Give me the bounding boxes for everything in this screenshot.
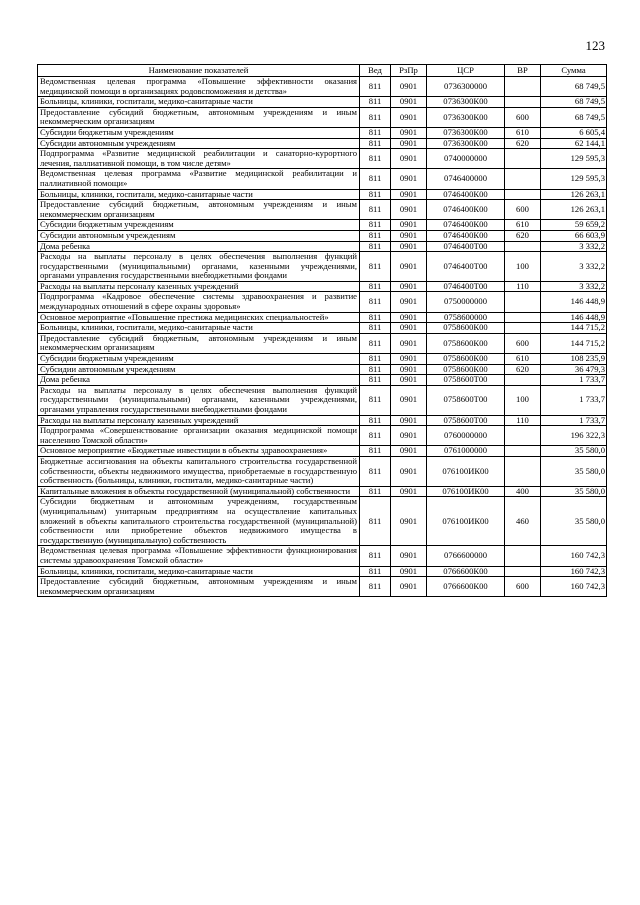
table-row [38, 97, 607, 108]
cell-rzpr: 0901 [391, 415, 427, 426]
cell-rzpr: 0901 [391, 138, 427, 149]
cell-vr: 110 [505, 415, 541, 426]
cell-ved: 811 [360, 577, 391, 597]
cell-sum: 160 742,3 [541, 566, 607, 577]
cell-csr: 0758600К00 [427, 364, 505, 375]
cell-vr: 610 [505, 220, 541, 231]
cell-sum: 3 332,2 [541, 281, 607, 292]
cell-sum: 126 263,1 [541, 200, 607, 220]
cell-csr: 0758600Т00 [427, 375, 505, 386]
cell-sum: 3 332,2 [541, 241, 607, 252]
header-sum: Сумма [541, 65, 607, 77]
cell-name: Капитальные вложения в объекты государственной (муниципальной) собственности [38, 486, 360, 497]
table-row [38, 230, 607, 241]
cell-sum: 146 448,9 [541, 292, 607, 312]
cell-rzpr: 0901 [391, 107, 427, 127]
cell-rzpr: 0901 [391, 486, 427, 497]
cell-name: Предоставление субсидий бюджетным, автономным учреждениям и иным некоммерческим организациям [38, 333, 360, 353]
cell-sum: 68 749,5 [541, 77, 607, 97]
table-row [38, 241, 607, 252]
cell-vr [505, 292, 541, 312]
cell-vr: 600 [505, 577, 541, 597]
table-row [38, 77, 607, 97]
table-row [38, 149, 607, 169]
cell-rzpr: 0901 [391, 241, 427, 252]
cell-vr [505, 446, 541, 457]
cell-vr [505, 149, 541, 169]
cell-name: Больницы, клиники, госпитали, медико-санитарные части [38, 566, 360, 577]
cell-sum: 126 263,1 [541, 189, 607, 200]
table-row [38, 577, 607, 597]
cell-sum: 108 235,9 [541, 354, 607, 365]
cell-name: Подпрограмма «Кадровое обеспечение системы здравоохранения и развитие международных отношений в сфере охраны здоровья» [38, 292, 360, 312]
cell-name: Предоставление субсидий бюджетным, автономным учреждениям и иным некоммерческим организациям [38, 200, 360, 220]
cell-csr: 076100ИК00 [427, 497, 505, 546]
cell-vr [505, 375, 541, 386]
cell-vr [505, 323, 541, 334]
cell-vr: 100 [505, 252, 541, 282]
cell-csr: 0758600К00 [427, 354, 505, 365]
table-row [38, 375, 607, 386]
table-row [38, 252, 607, 282]
cell-rzpr: 0901 [391, 364, 427, 375]
cell-name: Больницы, клиники, госпитали, медико-санитарные части [38, 97, 360, 108]
cell-vr: 610 [505, 354, 541, 365]
cell-csr: 0758600Т00 [427, 385, 505, 415]
table-row [38, 189, 607, 200]
cell-sum: 1 733,7 [541, 385, 607, 415]
cell-vr [505, 456, 541, 486]
table-row [38, 333, 607, 353]
cell-csr: 0736300000 [427, 77, 505, 97]
cell-ved: 811 [360, 323, 391, 334]
cell-csr: 0766600К00 [427, 566, 505, 577]
cell-csr: 0736300К00 [427, 138, 505, 149]
cell-name: Расходы на выплаты персоналу в целях обеспечения выполнения функций государственными (муниципальными) органами, казенными учреждениями, органами управления государственными внебюджетными фондами [38, 252, 360, 282]
table-row [38, 127, 607, 138]
cell-ved: 811 [360, 426, 391, 446]
table-row [38, 138, 607, 149]
cell-name: Ведомственная целевая программа «Повышение эффективности функционирования системы здравоохранения Томской области» [38, 546, 360, 566]
cell-csr: 0758600000 [427, 312, 505, 323]
cell-sum: 59 659,2 [541, 220, 607, 231]
cell-sum: 36 479,3 [541, 364, 607, 375]
cell-ved: 811 [360, 127, 391, 138]
cell-sum: 35 580,0 [541, 486, 607, 497]
cell-ved: 811 [360, 375, 391, 386]
table-row [38, 323, 607, 334]
cell-ved: 811 [360, 189, 391, 200]
cell-rzpr: 0901 [391, 385, 427, 415]
cell-name: Ведомственная целевая программа «Развитие медицинской реабилитации и паллиативной помощи» [38, 169, 360, 189]
cell-ved: 811 [360, 138, 391, 149]
cell-rzpr: 0901 [391, 577, 427, 597]
cell-vr [505, 77, 541, 97]
cell-name: Подпрограмма «Совершенствование организации оказания медицинской помощи населению Томской области» [38, 426, 360, 446]
table-row [38, 446, 607, 457]
cell-sum: 196 322,3 [541, 426, 607, 446]
cell-csr: 0736300К00 [427, 97, 505, 108]
cell-rzpr: 0901 [391, 323, 427, 334]
cell-csr: 0746400Т00 [427, 252, 505, 282]
table-row [38, 486, 607, 497]
cell-ved: 811 [360, 241, 391, 252]
cell-rzpr: 0901 [391, 169, 427, 189]
table-row [38, 415, 607, 426]
cell-name: Предоставление субсидий бюджетным, автономным учреждениям и иным некоммерческим организациям [38, 107, 360, 127]
cell-csr: 0758600К00 [427, 323, 505, 334]
table-row [38, 497, 607, 546]
cell-ved: 811 [360, 546, 391, 566]
header-vr: ВР [505, 65, 541, 77]
cell-sum: 129 595,3 [541, 169, 607, 189]
cell-name: Основное мероприятие «Бюджетные инвестиции в объекты здравоохранения» [38, 446, 360, 457]
cell-ved: 811 [360, 415, 391, 426]
cell-rzpr: 0901 [391, 375, 427, 386]
cell-rzpr: 0901 [391, 281, 427, 292]
cell-rzpr: 0901 [391, 230, 427, 241]
cell-sum: 35 580,0 [541, 446, 607, 457]
cell-name: Субсидии бюджетным учреждениям [38, 127, 360, 138]
cell-ved: 811 [360, 97, 391, 108]
cell-csr: 0746400К00 [427, 189, 505, 200]
cell-rzpr: 0901 [391, 446, 427, 457]
table-row [38, 169, 607, 189]
table-row [38, 354, 607, 365]
cell-vr: 600 [505, 200, 541, 220]
cell-ved: 811 [360, 364, 391, 375]
cell-vr: 600 [505, 333, 541, 353]
table-row [38, 312, 607, 323]
cell-ved: 811 [360, 169, 391, 189]
cell-ved: 811 [360, 333, 391, 353]
cell-csr: 0758600Т00 [427, 415, 505, 426]
cell-csr: 076100ИК00 [427, 486, 505, 497]
cell-vr [505, 566, 541, 577]
header-rzpr: РзПр [391, 65, 427, 77]
cell-sum: 3 332,2 [541, 252, 607, 282]
cell-rzpr: 0901 [391, 149, 427, 169]
table-row [38, 281, 607, 292]
cell-vr: 400 [505, 486, 541, 497]
cell-sum: 62 144,1 [541, 138, 607, 149]
cell-ved: 811 [360, 446, 391, 457]
cell-rzpr: 0901 [391, 354, 427, 365]
cell-rzpr: 0901 [391, 312, 427, 323]
cell-sum: 68 749,5 [541, 107, 607, 127]
cell-rzpr: 0901 [391, 333, 427, 353]
cell-rzpr: 0901 [391, 456, 427, 486]
cell-sum: 144 715,2 [541, 323, 607, 334]
cell-sum: 1 733,7 [541, 375, 607, 386]
cell-name: Основное мероприятие «Повышение престижа медицинских специальностей» [38, 312, 360, 323]
cell-vr: 620 [505, 230, 541, 241]
cell-ved: 811 [360, 200, 391, 220]
cell-csr: 0736300К00 [427, 107, 505, 127]
table-row [38, 107, 607, 127]
table-row [38, 292, 607, 312]
cell-csr: 0746400000 [427, 169, 505, 189]
cell-sum: 129 595,3 [541, 149, 607, 169]
cell-name: Дома ребенка [38, 375, 360, 386]
cell-csr: 0760000000 [427, 426, 505, 446]
cell-name: Субсидии бюджетным учреждениям [38, 220, 360, 231]
cell-rzpr: 0901 [391, 292, 427, 312]
cell-sum: 160 742,3 [541, 546, 607, 566]
cell-ved: 811 [360, 281, 391, 292]
cell-name: Ведомственная целевая программа «Повышение эффективности оказания медицинской помощи в организациях родовспоможения и детства» [38, 77, 360, 97]
cell-csr: 0746400Т00 [427, 281, 505, 292]
cell-vr: 100 [505, 385, 541, 415]
cell-rzpr: 0901 [391, 566, 427, 577]
cell-csr: 0746400К00 [427, 200, 505, 220]
cell-rzpr: 0901 [391, 127, 427, 138]
cell-ved: 811 [360, 220, 391, 231]
cell-sum: 6 605,4 [541, 127, 607, 138]
cell-csr: 0750000000 [427, 292, 505, 312]
cell-rzpr: 0901 [391, 200, 427, 220]
header-row [38, 65, 607, 77]
cell-ved: 811 [360, 107, 391, 127]
table-row [38, 364, 607, 375]
cell-name: Расходы на выплаты персоналу в целях обеспечения выполнения функций государственными (муниципальными) органами, казенными учреждениями, органами управления государственными внебюджетными фондами [38, 385, 360, 415]
cell-vr [505, 169, 541, 189]
cell-sum: 146 448,9 [541, 312, 607, 323]
cell-ved: 811 [360, 486, 391, 497]
cell-vr: 460 [505, 497, 541, 546]
cell-sum: 35 580,0 [541, 497, 607, 546]
cell-csr: 0736300К00 [427, 127, 505, 138]
cell-rzpr: 0901 [391, 77, 427, 97]
cell-name: Предоставление субсидий бюджетным, автономным учреждениям и иным некоммерческим организациям [38, 577, 360, 597]
cell-ved: 811 [360, 456, 391, 486]
cell-ved: 811 [360, 149, 391, 169]
cell-name: Дома ребенка [38, 241, 360, 252]
header-name: Наименование показателей [38, 65, 360, 77]
cell-csr: 0746400К00 [427, 230, 505, 241]
cell-name: Больницы, клиники, госпитали, медико-санитарные части [38, 323, 360, 334]
table-row [38, 566, 607, 577]
cell-ved: 811 [360, 354, 391, 365]
cell-rzpr: 0901 [391, 252, 427, 282]
cell-vr: 110 [505, 281, 541, 292]
cell-ved: 811 [360, 385, 391, 415]
cell-csr: 0766600000 [427, 546, 505, 566]
cell-name: Бюджетные ассигнования на объекты капитального строительства государственной собственности, объекты недвижимого имущества, приобретаемые в государственную собственность (больницы, клиники, госпитали, медико-санитарные части) [38, 456, 360, 486]
cell-rzpr: 0901 [391, 97, 427, 108]
cell-ved: 811 [360, 566, 391, 577]
cell-ved: 811 [360, 230, 391, 241]
cell-vr [505, 546, 541, 566]
cell-sum: 68 749,5 [541, 97, 607, 108]
cell-sum: 160 742,3 [541, 577, 607, 597]
cell-name: Больницы, клиники, госпитали, медико-санитарные части [38, 189, 360, 200]
cell-csr: 0758600К00 [427, 333, 505, 353]
cell-name: Субсидии бюджетным учреждениям [38, 354, 360, 365]
table-row [38, 456, 607, 486]
cell-vr [505, 312, 541, 323]
cell-vr: 620 [505, 364, 541, 375]
cell-ved: 811 [360, 77, 391, 97]
cell-ved: 811 [360, 312, 391, 323]
cell-csr: 0766600К00 [427, 577, 505, 597]
cell-sum: 1 733,7 [541, 415, 607, 426]
cell-ved: 811 [360, 497, 391, 546]
cell-ved: 811 [360, 292, 391, 312]
cell-name: Субсидии автономным учреждениям [38, 138, 360, 149]
cell-sum: 66 603,9 [541, 230, 607, 241]
table-row [38, 385, 607, 415]
cell-rzpr: 0901 [391, 546, 427, 566]
cell-vr: 600 [505, 107, 541, 127]
cell-vr: 610 [505, 127, 541, 138]
table-row [38, 426, 607, 446]
cell-vr [505, 426, 541, 446]
cell-csr: 076100ИК00 [427, 456, 505, 486]
header-csr: ЦСР [427, 65, 505, 77]
cell-vr [505, 241, 541, 252]
cell-name: Субсидии автономным учреждениям [38, 230, 360, 241]
cell-rzpr: 0901 [391, 497, 427, 546]
page-number: 123 [585, 38, 605, 53]
cell-csr: 0761000000 [427, 446, 505, 457]
cell-csr: 0746400К00 [427, 220, 505, 231]
cell-name: Подпрограмма «Развитие медицинской реабилитации и санаторно-курортного лечения, паллиативной помощи, в том числе детям» [38, 149, 360, 169]
cell-sum: 144 715,2 [541, 333, 607, 353]
cell-name: Субсидии бюджетным и автономным учреждениям, государственным (муниципальным) унитарным предприятиям на осуществление капитальных вложений в объекты капитального строительства государственной (муниципальной) собственности или приобретение объектов недвижимого имущества в государственную (муниципальную) собственность [38, 497, 360, 546]
cell-rzpr: 0901 [391, 220, 427, 231]
table-row [38, 220, 607, 231]
budget-table [37, 64, 607, 597]
cell-name: Расходы на выплаты персоналу казенных учреждений [38, 281, 360, 292]
table-row [38, 546, 607, 566]
cell-sum: 35 580,0 [541, 456, 607, 486]
cell-csr: 0746400Т00 [427, 241, 505, 252]
cell-rzpr: 0901 [391, 426, 427, 446]
cell-name: Субсидии автономным учреждениям [38, 364, 360, 375]
cell-name: Расходы на выплаты персоналу казенных учреждений [38, 415, 360, 426]
cell-vr [505, 189, 541, 200]
table-row [38, 200, 607, 220]
cell-vr: 620 [505, 138, 541, 149]
cell-ved: 811 [360, 252, 391, 282]
cell-rzpr: 0901 [391, 189, 427, 200]
header-ved: Вед [360, 65, 391, 77]
cell-vr [505, 97, 541, 108]
cell-csr: 0740000000 [427, 149, 505, 169]
